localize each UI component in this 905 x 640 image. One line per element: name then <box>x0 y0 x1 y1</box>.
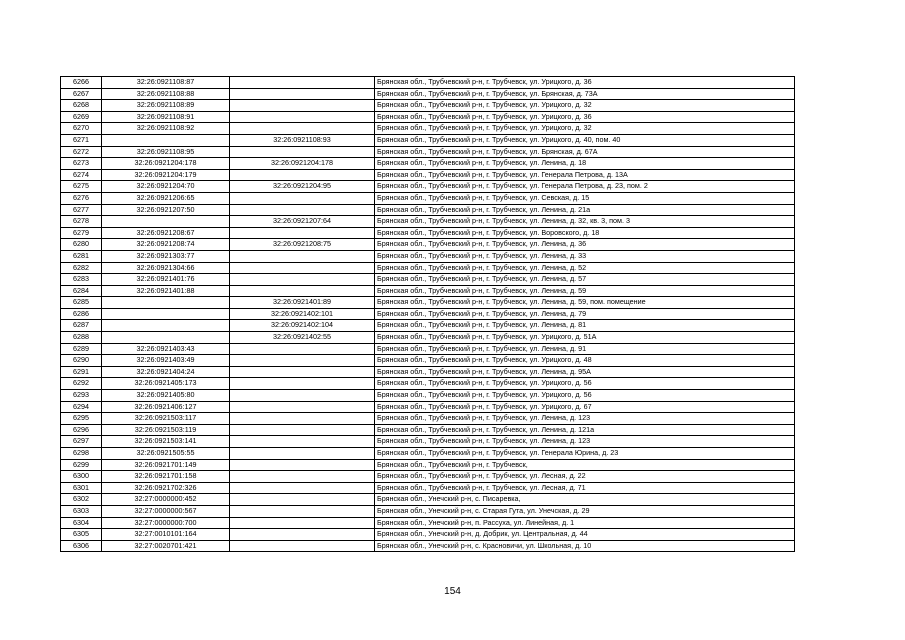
row-number-cell: 6274 <box>61 169 102 181</box>
address-cell: Брянская обл., Унечский р-н, с. Писаревка, <box>375 494 795 506</box>
address-cell: Брянская обл., Трубчевский р-н, г. Трубчевск, ул. Урицкого, д. 56 <box>375 390 795 402</box>
table-row <box>61 390 795 402</box>
related-cadastral-number-cell <box>230 390 375 402</box>
cadastral-number-cell: 32:26:0921108:92 <box>102 123 230 135</box>
related-cadastral-number-cell <box>230 111 375 123</box>
related-cadastral-number-cell <box>230 169 375 181</box>
table-row <box>61 227 795 239</box>
table-row <box>61 204 795 216</box>
row-number-cell: 6277 <box>61 204 102 216</box>
related-cadastral-number-cell: 32:26:0921108:93 <box>230 134 375 146</box>
related-cadastral-number-cell <box>230 88 375 100</box>
row-number-cell: 6299 <box>61 459 102 471</box>
address-cell: Брянская обл., Трубчевский р-н, г. Трубчевск, ул. Урицкого, д. 32 <box>375 100 795 112</box>
related-cadastral-number-cell <box>230 413 375 425</box>
related-cadastral-number-cell <box>230 262 375 274</box>
address-cell: Брянская обл., Трубчевский р-н, г. Трубчевск, ул. Генерала Петрова, д. 13А <box>375 169 795 181</box>
table-row <box>61 413 795 425</box>
related-cadastral-number-cell <box>230 146 375 158</box>
cadastral-number-cell: 32:26:0921208:67 <box>102 227 230 239</box>
related-cadastral-number-cell <box>230 123 375 135</box>
table-row <box>61 100 795 112</box>
related-cadastral-number-cell <box>230 529 375 541</box>
cadastral-number-cell: 32:26:0921108:95 <box>102 146 230 158</box>
row-number-cell: 6284 <box>61 285 102 297</box>
cadastral-number-cell: 32:26:0921204:70 <box>102 181 230 193</box>
table-row <box>61 424 795 436</box>
cadastral-number-cell: 32:27:0020701:421 <box>102 540 230 552</box>
cadastral-number-cell: 32:26:0921403:49 <box>102 355 230 367</box>
related-cadastral-number-cell <box>230 285 375 297</box>
table-row <box>61 459 795 471</box>
table-row <box>61 448 795 460</box>
address-cell: Брянская обл., Трубчевский р-н, г. Трубчевск, ул. Урицкого, д. 67 <box>375 401 795 413</box>
cadastral-number-cell: 32:26:0921304:66 <box>102 262 230 274</box>
row-number-cell: 6291 <box>61 366 102 378</box>
table-row <box>61 181 795 193</box>
table-row <box>61 134 795 146</box>
table-row <box>61 505 795 517</box>
table-row <box>61 378 795 390</box>
related-cadastral-number-cell: 32:26:0921402:101 <box>230 308 375 320</box>
table-row <box>61 158 795 170</box>
row-number-cell: 6305 <box>61 529 102 541</box>
table-row <box>61 529 795 541</box>
related-cadastral-number-cell: 32:26:0921402:55 <box>230 332 375 344</box>
related-cadastral-number-cell <box>230 77 375 89</box>
table-row <box>61 308 795 320</box>
table-row <box>61 436 795 448</box>
row-number-cell: 6288 <box>61 332 102 344</box>
cadastral-number-cell: 32:26:0921701:158 <box>102 471 230 483</box>
table-row <box>61 355 795 367</box>
table-row <box>61 111 795 123</box>
cadastral-number-cell: 32:26:0921406:127 <box>102 401 230 413</box>
registry-table <box>60 76 795 552</box>
row-number-cell: 6297 <box>61 436 102 448</box>
registry-table-body <box>61 77 795 552</box>
cadastral-number-cell: 32:26:0921303:77 <box>102 250 230 262</box>
row-number-cell: 6294 <box>61 401 102 413</box>
address-cell: Брянская обл., Трубчевский р-н, г. Трубчевск, ул. Урицкого, д. 36 <box>375 111 795 123</box>
related-cadastral-number-cell <box>230 471 375 483</box>
row-number-cell: 6270 <box>61 123 102 135</box>
cadastral-number-cell: 32:26:0921108:88 <box>102 88 230 100</box>
related-cadastral-number-cell: 32:26:0921401:89 <box>230 297 375 309</box>
table-row <box>61 88 795 100</box>
related-cadastral-number-cell: 32:26:0921204:178 <box>230 158 375 170</box>
table-row <box>61 123 795 135</box>
row-number-cell: 6272 <box>61 146 102 158</box>
related-cadastral-number-cell: 32:26:0921207:64 <box>230 216 375 228</box>
cadastral-number-cell: 32:26:0921206:65 <box>102 192 230 204</box>
cadastral-number-cell: 32:26:0921108:89 <box>102 100 230 112</box>
table-row <box>61 192 795 204</box>
related-cadastral-number-cell <box>230 204 375 216</box>
row-number-cell: 6271 <box>61 134 102 146</box>
table-row <box>61 77 795 89</box>
cadastral-number-cell: 32:26:0921401:76 <box>102 274 230 286</box>
row-number-cell: 6306 <box>61 540 102 552</box>
address-cell: Брянская обл., Трубчевский р-н, г. Трубчевск, ул. Урицкого, д. 51А <box>375 332 795 344</box>
address-cell: Брянская обл., Трубчевский р-н, г. Трубчевск, ул. Ленина, д. 123 <box>375 436 795 448</box>
cadastral-number-cell: 32:26:0921404:24 <box>102 366 230 378</box>
related-cadastral-number-cell <box>230 494 375 506</box>
row-number-cell: 6285 <box>61 297 102 309</box>
related-cadastral-number-cell <box>230 459 375 471</box>
address-cell: Брянская обл., Трубчевский р-н, г. Трубчевск, ул. Ленина, д. 95А <box>375 366 795 378</box>
cadastral-number-cell: 32:26:0921701:149 <box>102 459 230 471</box>
row-number-cell: 6283 <box>61 274 102 286</box>
table-row <box>61 401 795 413</box>
cadastral-number-cell: 32:26:0921207:50 <box>102 204 230 216</box>
address-cell: Брянская обл., Трубчевский р-н, г. Трубчевск, ул. Ленина, д. 59, пом. помещение <box>375 297 795 309</box>
related-cadastral-number-cell <box>230 250 375 262</box>
table-row <box>61 332 795 344</box>
row-number-cell: 6293 <box>61 390 102 402</box>
cadastral-number-cell: 32:26:0921208:74 <box>102 239 230 251</box>
address-cell: Брянская обл., Трубчевский р-н, г. Трубчевск, ул. Лесная, д. 22 <box>375 471 795 483</box>
address-cell: Брянская обл., Трубчевский р-н, г. Трубчевск, ул. Ленина, д. 33 <box>375 250 795 262</box>
table-row <box>61 285 795 297</box>
row-number-cell: 6302 <box>61 494 102 506</box>
cadastral-number-cell <box>102 297 230 309</box>
table-row <box>61 494 795 506</box>
row-number-cell: 6273 <box>61 158 102 170</box>
address-cell: Брянская обл., Трубчевский р-н, г. Трубчевск, ул. Ленина, д. 91 <box>375 343 795 355</box>
address-cell: Брянская обл., Трубчевский р-н, г. Трубчевск, ул. Ленина, д. 79 <box>375 308 795 320</box>
table-row <box>61 517 795 529</box>
related-cadastral-number-cell <box>230 378 375 390</box>
address-cell: Брянская обл., Унечский р-н, с. Старая Гута, ул. Унечская, д. 29 <box>375 505 795 517</box>
address-cell: Брянская обл., Трубчевский р-н, г. Трубчевск, ул. Генерала Юрина, д. 23 <box>375 448 795 460</box>
address-cell: Брянская обл., Трубчевский р-н, г. Трубчевск, ул. Ленина, д. 36 <box>375 239 795 251</box>
table-row <box>61 482 795 494</box>
related-cadastral-number-cell <box>230 482 375 494</box>
address-cell: Брянская обл., Трубчевский р-н, г. Трубчевск, ул. Лесная, д. 71 <box>375 482 795 494</box>
table-row <box>61 169 795 181</box>
cadastral-number-cell: 32:26:0921503:119 <box>102 424 230 436</box>
row-number-cell: 6290 <box>61 355 102 367</box>
row-number-cell: 6278 <box>61 216 102 228</box>
row-number-cell: 6300 <box>61 471 102 483</box>
row-number-cell: 6286 <box>61 308 102 320</box>
cadastral-number-cell: 32:26:0921401:88 <box>102 285 230 297</box>
cadastral-number-cell <box>102 320 230 332</box>
related-cadastral-number-cell: 32:26:0921208:75 <box>230 239 375 251</box>
address-cell: Брянская обл., Трубчевский р-н, г. Трубчевск, ул. Урицкого, д. 40, пом. 40 <box>375 134 795 146</box>
row-number-cell: 6267 <box>61 88 102 100</box>
related-cadastral-number-cell <box>230 274 375 286</box>
row-number-cell: 6289 <box>61 343 102 355</box>
address-cell: Брянская обл., Трубчевский р-н, г. Трубчевск, ул. Ленина, д. 121а <box>375 424 795 436</box>
table-row <box>61 274 795 286</box>
address-cell: Брянская обл., Трубчевский р-н, г. Трубчевск, ул. Урицкого, д. 56 <box>375 378 795 390</box>
cadastral-number-cell: 32:26:0921405:80 <box>102 390 230 402</box>
row-number-cell: 6304 <box>61 517 102 529</box>
page-number: 154 <box>444 586 461 597</box>
row-number-cell: 6292 <box>61 378 102 390</box>
related-cadastral-number-cell <box>230 424 375 436</box>
related-cadastral-number-cell: 32:26:0921402:104 <box>230 320 375 332</box>
address-cell: Брянская обл., Унечский р-н, д. Добрик, ул. Центральная, д. 44 <box>375 529 795 541</box>
table-row <box>61 366 795 378</box>
table-row <box>61 471 795 483</box>
row-number-cell: 6303 <box>61 505 102 517</box>
row-number-cell: 6269 <box>61 111 102 123</box>
cadastral-number-cell: 32:27:0000000:567 <box>102 505 230 517</box>
cadastral-number-cell <box>102 134 230 146</box>
table-row <box>61 216 795 228</box>
address-cell: Брянская обл., Трубчевский р-н, г. Трубчевск, ул. Ленина, д. 32, кв. 3, пом. 3 <box>375 216 795 228</box>
address-cell: Брянская обл., Трубчевский р-н, г. Трубчевск, ул. Ленина, д. 21а <box>375 204 795 216</box>
cadastral-number-cell: 32:26:0921204:179 <box>102 169 230 181</box>
address-cell: Брянская обл., Трубчевский р-н, г. Трубчевск, ул. Брянская, д. 67А <box>375 146 795 158</box>
related-cadastral-number-cell <box>230 436 375 448</box>
cadastral-number-cell: 32:26:0921403:43 <box>102 343 230 355</box>
cadastral-number-cell: 32:26:0921505:55 <box>102 448 230 460</box>
cadastral-number-cell: 32:26:0921204:178 <box>102 158 230 170</box>
cadastral-number-cell: 32:26:0921405:173 <box>102 378 230 390</box>
related-cadastral-number-cell <box>230 366 375 378</box>
row-number-cell: 6266 <box>61 77 102 89</box>
related-cadastral-number-cell <box>230 517 375 529</box>
cadastral-number-cell: 32:26:0921108:87 <box>102 77 230 89</box>
row-number-cell: 6287 <box>61 320 102 332</box>
address-cell: Брянская обл., Трубчевский р-н, г. Трубчевск, ул. Урицкого, д. 36 <box>375 77 795 89</box>
table-row <box>61 146 795 158</box>
address-cell: Брянская обл., Трубчевский р-н, г. Трубчевск, ул. Ленина, д. 57 <box>375 274 795 286</box>
row-number-cell: 6282 <box>61 262 102 274</box>
row-number-cell: 6281 <box>61 250 102 262</box>
cadastral-number-cell: 32:26:0921108:91 <box>102 111 230 123</box>
related-cadastral-number-cell <box>230 401 375 413</box>
address-cell: Брянская обл., Трубчевский р-н, г. Трубчевск, ул. Севская, д. 15 <box>375 192 795 204</box>
table-row <box>61 297 795 309</box>
cadastral-number-cell: 32:27:0000000:452 <box>102 494 230 506</box>
row-number-cell: 6279 <box>61 227 102 239</box>
cadastral-number-cell <box>102 332 230 344</box>
table-row <box>61 320 795 332</box>
address-cell: Брянская обл., Трубчевский р-н, г. Трубчевск, ул. Ленина, д. 81 <box>375 320 795 332</box>
address-cell: Брянская обл., Трубчевский р-н, г. Трубчевск, ул. Ленина, д. 59 <box>375 285 795 297</box>
row-number-cell: 6295 <box>61 413 102 425</box>
address-cell: Брянская обл., Унечский р-н, с. Красновичи, ул. Школьная, д. 10 <box>375 540 795 552</box>
related-cadastral-number-cell <box>230 448 375 460</box>
cadastral-number-cell: 32:26:0921702:326 <box>102 482 230 494</box>
cadastral-number-cell: 32:26:0921503:141 <box>102 436 230 448</box>
address-cell: Брянская обл., Трубчевский р-н, г. Трубчевск, ул. Ленина, д. 123 <box>375 413 795 425</box>
related-cadastral-number-cell <box>230 343 375 355</box>
related-cadastral-number-cell <box>230 100 375 112</box>
address-cell: Брянская обл., Трубчевский р-н, г. Трубчевск, ул. Урицкого, д. 32 <box>375 123 795 135</box>
row-number-cell: 6298 <box>61 448 102 460</box>
related-cadastral-number-cell: 32:26:0921204:95 <box>230 181 375 193</box>
row-number-cell: 6275 <box>61 181 102 193</box>
cadastral-number-cell: 32:27:0010101:164 <box>102 529 230 541</box>
address-cell: Брянская обл., Трубчевский р-н, г. Трубчевск, ул. Урицкого, д. 48 <box>375 355 795 367</box>
row-number-cell: 6301 <box>61 482 102 494</box>
related-cadastral-number-cell <box>230 505 375 517</box>
related-cadastral-number-cell <box>230 192 375 204</box>
address-cell: Брянская обл., Унечский р-н, п. Рассуха, ул. Линейная, д. 1 <box>375 517 795 529</box>
related-cadastral-number-cell <box>230 227 375 239</box>
cadastral-number-cell <box>102 308 230 320</box>
address-cell: Брянская обл., Трубчевский р-н, г. Трубчевск, ул. Брянская, д. 73А <box>375 88 795 100</box>
address-cell: Брянская обл., Трубчевский р-н, г. Трубчевск, ул. Генерала Петрова, д. 23, пом. 2 <box>375 181 795 193</box>
row-number-cell: 6280 <box>61 239 102 251</box>
table-row <box>61 343 795 355</box>
related-cadastral-number-cell <box>230 540 375 552</box>
address-cell: Брянская обл., Трубчевский р-н, г. Трубчевск, ул. Ленина, д. 52 <box>375 262 795 274</box>
address-cell: Брянская обл., Трубчевский р-н, г. Трубчевск, ул. Воровского, д. 18 <box>375 227 795 239</box>
table-row <box>61 540 795 552</box>
address-cell: Брянская обл., Трубчевский р-н, г. Трубчевск, <box>375 459 795 471</box>
cadastral-number-cell <box>102 216 230 228</box>
row-number-cell: 6268 <box>61 100 102 112</box>
address-cell: Брянская обл., Трубчевский р-н, г. Трубчевск, ул. Ленина, д. 18 <box>375 158 795 170</box>
related-cadastral-number-cell <box>230 355 375 367</box>
row-number-cell: 6296 <box>61 424 102 436</box>
table-row <box>61 262 795 274</box>
cadastral-number-cell: 32:27:0000000:700 <box>102 517 230 529</box>
table-row <box>61 250 795 262</box>
row-number-cell: 6276 <box>61 192 102 204</box>
cadastral-number-cell: 32:26:0921503:117 <box>102 413 230 425</box>
table-row <box>61 239 795 251</box>
